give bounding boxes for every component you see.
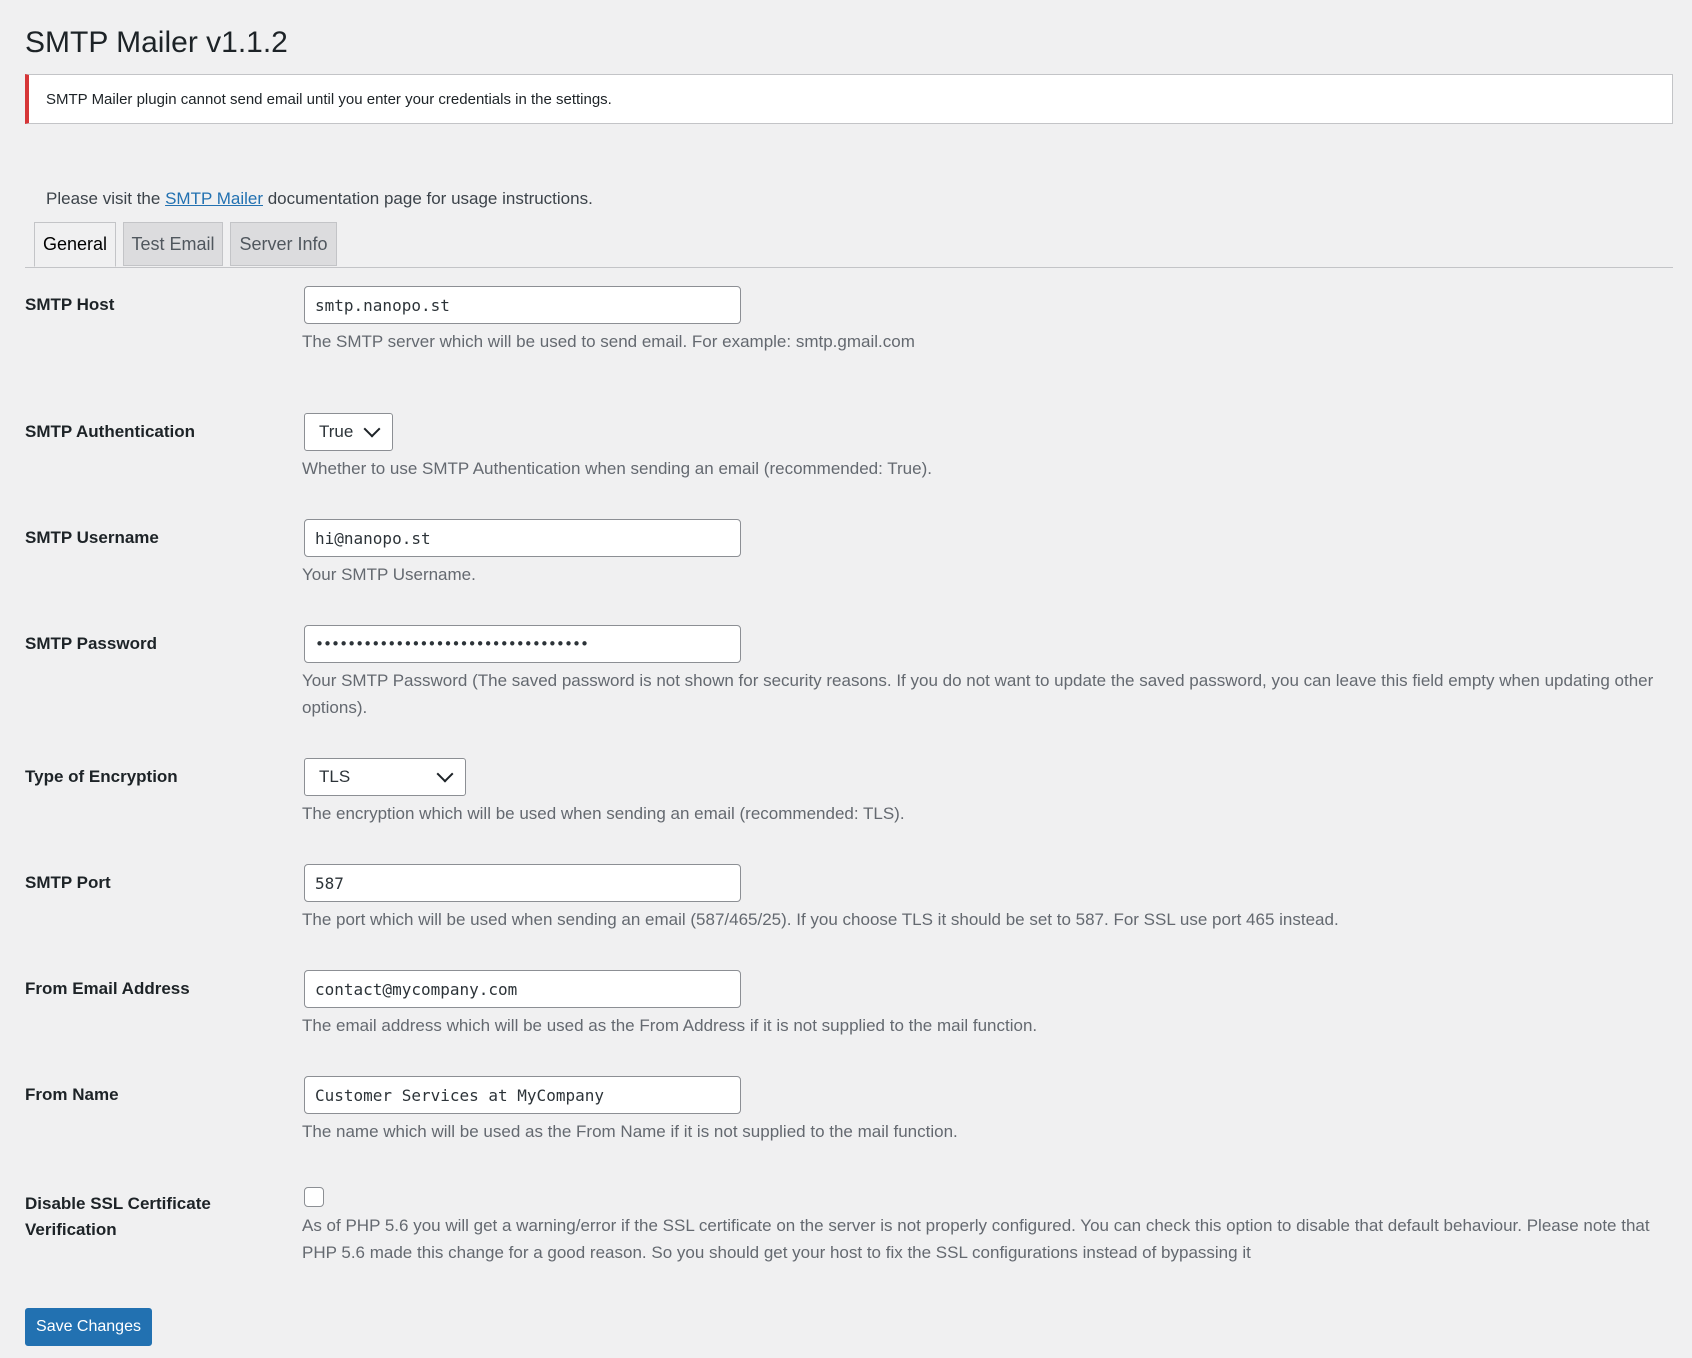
smtp-host-description: The SMTP server which will be used to send email. For example: smtp.gmail.com [302, 332, 915, 351]
smtp-port-input[interactable]: 587 [304, 864, 741, 902]
smtp-password-description: Your SMTP Password (The saved password is not shown for security reasons. If you do not want to update the saved password, you can leave this field empty when updating other options). [302, 671, 1654, 717]
smtp-port-label: SMTP Port [25, 873, 111, 892]
smtp-auth-selected: True [319, 422, 354, 441]
smtp-mailer-doc-link[interactable]: SMTP Mailer [165, 189, 263, 208]
disable-ssl-label [25, 1191, 211, 1243]
settings-page [0, 0, 1647, 268]
disable-ssl-description: As of PHP 5.6 you will get a warning/error if the SSL certificate on the server is not properly configured. You can check this option to disable that default behaviour. Please note that PHP 5.6 made this change for a good reason. So you should get your host to fix the SSL configurations instead of bypassing it [302, 1216, 1650, 1262]
encryption-description: The encryption which will be used when sending an email (recommended: TLS). [302, 804, 905, 823]
smtp-username-description: Your SMTP Username. [302, 565, 476, 584]
smtp-username-label: SMTP Username [25, 528, 159, 547]
from-name-input[interactable]: Customer Services at MyCompany [304, 1076, 741, 1114]
chevron-down-icon [437, 766, 454, 783]
smtp-host-input[interactable]: smtp.nanopo.st [304, 286, 741, 324]
disable-ssl-label-line1: Disable SSL Certificate [25, 1194, 211, 1213]
disable-ssl-checkbox[interactable] [304, 1187, 324, 1207]
smtp-password-label: SMTP Password [25, 634, 157, 653]
smtp-password-input[interactable]: •••••••••••••••••••••••••••••••••• [304, 625, 741, 663]
encryption-label: Type of Encryption [25, 767, 178, 786]
disable-ssl-label-line2: Verification [25, 1220, 117, 1239]
tab-test-email[interactable]: Test Email [123, 222, 223, 266]
from-email-description: The email address which will be used as the From Address if it is not supplied to the mail function. [302, 1016, 1038, 1035]
from-email-input[interactable]: contact@mycompany.com [304, 970, 741, 1008]
encryption-selected: TLS [319, 767, 351, 786]
error-notice [25, 74, 1673, 124]
tab-bar [25, 222, 1673, 268]
smtp-port-description: The port which will be used when sending an email (587/465/25). If you choose TLS it should be set to 587. For SSL use port 465 instead. [302, 910, 1339, 929]
save-changes-button[interactable]: Save Changes [25, 1308, 152, 1346]
smtp-auth-select[interactable] [304, 413, 393, 451]
smtp-username-input[interactable]: hi@nanopo.st [304, 519, 741, 557]
tab-server-info[interactable]: Server Info [230, 222, 337, 266]
chevron-down-icon [364, 421, 381, 438]
intro-before: Please visit the [46, 189, 166, 208]
smtp-host-label: SMTP Host [25, 295, 115, 314]
from-email-label: From Email Address [25, 979, 190, 998]
smtp-auth-description: Whether to use SMTP Authentication when sending an email (recommended: True). [302, 459, 932, 478]
from-name-label: From Name [25, 1085, 119, 1104]
page-title: SMTP Mailer v1.1.2 [25, 26, 288, 59]
smtp-auth-label: SMTP Authentication [25, 422, 195, 441]
encryption-select[interactable] [304, 758, 466, 796]
intro-after: documentation page for usage instructions. [263, 189, 593, 208]
notice-text: SMTP Mailer plugin cannot send email until you enter your credentials in the settings. [46, 90, 612, 108]
intro-text [25, 186, 1627, 212]
tab-general[interactable]: General [34, 222, 116, 267]
from-name-description: The name which will be used as the From Name if it is not supplied to the mail function. [302, 1122, 958, 1141]
